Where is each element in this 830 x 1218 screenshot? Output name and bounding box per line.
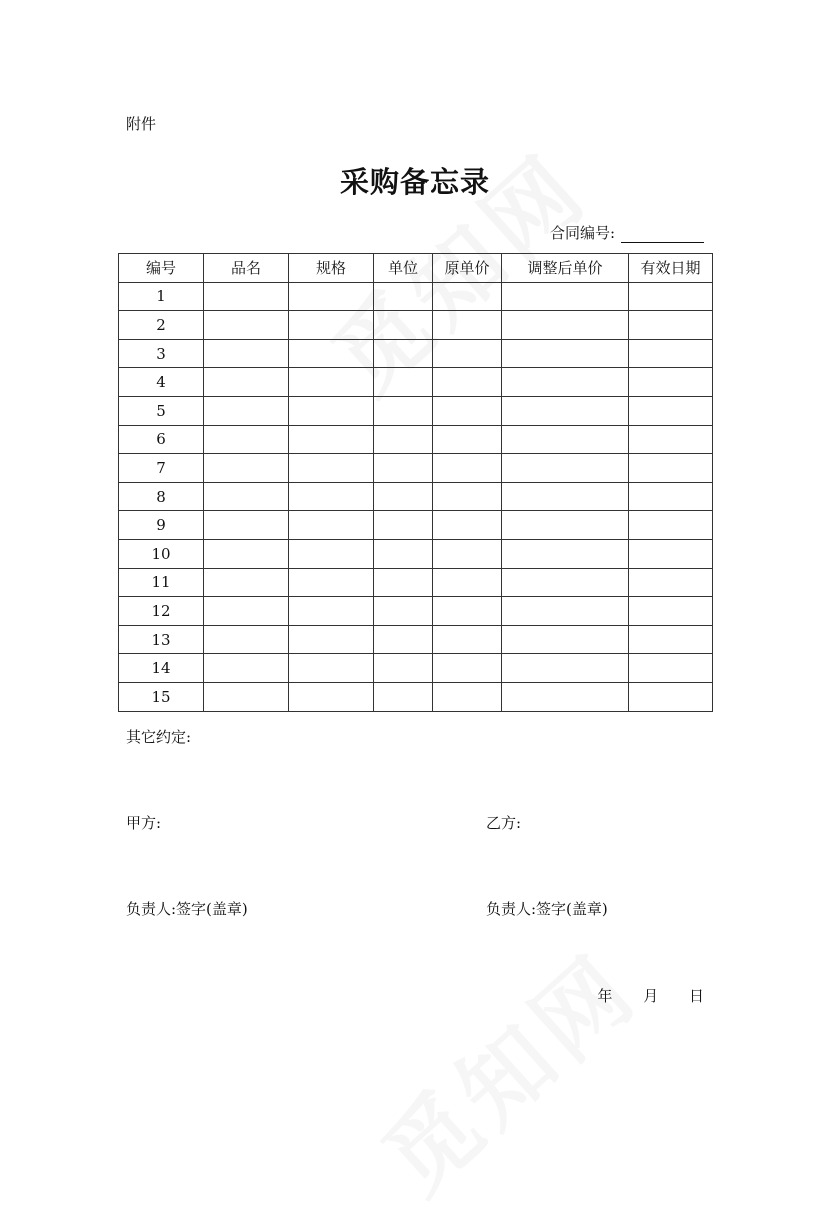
column-header: 调整后单价	[502, 254, 629, 283]
table-cell[interactable]	[204, 625, 289, 654]
table-cell[interactable]	[374, 511, 433, 540]
contract-number	[550, 222, 704, 243]
table-cell[interactable]	[289, 311, 374, 340]
table-cell[interactable]	[374, 368, 433, 397]
table-row	[119, 597, 713, 626]
table-row	[119, 368, 713, 397]
contract-number-label: 合同编号:	[549, 224, 615, 242]
table-row	[119, 425, 713, 454]
contract-number-blank[interactable]	[621, 224, 704, 243]
table-row	[119, 539, 713, 568]
row-number: 11	[119, 568, 204, 597]
table-row	[119, 511, 713, 540]
table-cell[interactable]	[374, 597, 433, 626]
table-cell[interactable]	[204, 454, 289, 483]
other-terms-label: 其它约定:	[126, 728, 192, 746]
table-cell[interactable]	[502, 539, 629, 568]
table-cell[interactable]	[289, 682, 374, 711]
party-b-signature: 负责人:签字(盖章)	[486, 900, 608, 918]
table-cell[interactable]	[502, 311, 629, 340]
table-cell[interactable]	[374, 682, 433, 711]
row-number: 12	[119, 597, 204, 626]
row-number: 6	[119, 425, 204, 454]
table-body	[119, 282, 713, 711]
table-cell[interactable]	[629, 597, 713, 626]
document-title: 采购备忘录	[339, 165, 490, 199]
table-cell[interactable]	[629, 654, 713, 683]
table-cell[interactable]	[289, 511, 374, 540]
table-cell[interactable]	[374, 625, 433, 654]
table-cell[interactable]	[433, 339, 502, 368]
table-row	[119, 682, 713, 711]
table-cell[interactable]	[289, 482, 374, 511]
table-cell[interactable]	[433, 396, 502, 425]
row-number: 15	[119, 682, 204, 711]
table-cell[interactable]	[374, 339, 433, 368]
table-cell[interactable]	[629, 396, 713, 425]
table-cell[interactable]	[502, 454, 629, 483]
column-header: 编号	[119, 254, 204, 283]
row-number: 9	[119, 511, 204, 540]
table-cell[interactable]	[289, 282, 374, 311]
table-row	[119, 568, 713, 597]
table-cell[interactable]	[629, 282, 713, 311]
table-cell[interactable]	[289, 539, 374, 568]
table-cell[interactable]	[629, 682, 713, 711]
table-cell[interactable]	[502, 482, 629, 511]
table-cell[interactable]	[502, 368, 629, 397]
table-cell[interactable]	[629, 311, 713, 340]
row-number: 14	[119, 654, 204, 683]
party-a-signature: 负责人:签字(盖章)	[126, 900, 248, 918]
table-cell[interactable]	[204, 682, 289, 711]
table-cell[interactable]	[289, 454, 374, 483]
row-number: 4	[119, 368, 204, 397]
table-cell[interactable]	[374, 425, 433, 454]
table-cell[interactable]	[374, 396, 433, 425]
table-row	[119, 311, 713, 340]
table-cell[interactable]	[502, 339, 629, 368]
table-cell[interactable]	[629, 368, 713, 397]
table-cell[interactable]	[289, 625, 374, 654]
table-cell[interactable]	[502, 282, 629, 311]
table-cell[interactable]	[502, 597, 629, 626]
table-row	[119, 396, 713, 425]
table-cell[interactable]	[374, 454, 433, 483]
table-row	[119, 454, 713, 483]
table-cell[interactable]	[374, 654, 433, 683]
table-cell[interactable]	[204, 482, 289, 511]
party-a-label: 甲方:	[126, 814, 162, 832]
table-cell[interactable]	[433, 511, 502, 540]
table-cell[interactable]	[433, 282, 502, 311]
column-header: 单位	[374, 254, 433, 283]
table-cell[interactable]	[433, 425, 502, 454]
table-cell[interactable]	[433, 625, 502, 654]
row-number: 5	[119, 396, 204, 425]
table-cell[interactable]	[204, 339, 289, 368]
table-row	[119, 339, 713, 368]
table-cell[interactable]	[433, 654, 502, 683]
party-b-label: 乙方:	[486, 814, 522, 832]
date-day: 日	[688, 987, 704, 1005]
table-cell[interactable]	[289, 654, 374, 683]
column-header: 原单价	[433, 254, 502, 283]
table-cell[interactable]	[502, 654, 629, 683]
table-cell[interactable]	[374, 311, 433, 340]
table-cell[interactable]	[204, 568, 289, 597]
table-cell[interactable]	[629, 511, 713, 540]
table-cell[interactable]	[433, 539, 502, 568]
table-cell[interactable]	[204, 654, 289, 683]
table-cell[interactable]	[502, 682, 629, 711]
table-cell[interactable]	[629, 625, 713, 654]
table-cell[interactable]	[629, 568, 713, 597]
table-cell[interactable]	[374, 482, 433, 511]
table-cell[interactable]	[433, 482, 502, 511]
table-cell[interactable]	[374, 539, 433, 568]
table-cell[interactable]	[289, 396, 374, 425]
column-header: 品名	[204, 254, 289, 283]
date-month: 月	[643, 987, 659, 1005]
row-number: 1	[119, 282, 204, 311]
table-cell[interactable]	[502, 625, 629, 654]
row-number: 8	[119, 482, 204, 511]
column-header: 有效日期	[629, 254, 713, 283]
attachment-label: 附件	[126, 115, 157, 133]
table-row	[119, 282, 713, 311]
date-year: 年	[597, 987, 613, 1005]
table-cell[interactable]	[433, 454, 502, 483]
row-number: 7	[119, 454, 204, 483]
table-cell[interactable]	[629, 425, 713, 454]
table-cell[interactable]	[289, 339, 374, 368]
table-row	[119, 625, 713, 654]
table-row	[119, 654, 713, 683]
table-cell[interactable]	[204, 396, 289, 425]
table-cell[interactable]	[204, 368, 289, 397]
table-cell[interactable]	[289, 368, 374, 397]
row-number: 3	[119, 339, 204, 368]
table-row	[119, 482, 713, 511]
table-cell[interactable]	[204, 282, 289, 311]
column-header: 规格	[289, 254, 374, 283]
table-cell[interactable]	[629, 454, 713, 483]
table-cell[interactable]	[629, 539, 713, 568]
table-header-row	[119, 254, 713, 283]
table-cell[interactable]	[433, 597, 502, 626]
table-cell[interactable]	[502, 425, 629, 454]
table-cell[interactable]	[204, 597, 289, 626]
row-number: 2	[119, 311, 204, 340]
table-cell[interactable]	[289, 425, 374, 454]
table-cell[interactable]	[289, 568, 374, 597]
table-cell[interactable]	[502, 396, 629, 425]
table-cell[interactable]	[502, 568, 629, 597]
table-cell[interactable]	[204, 511, 289, 540]
watermark-secondary	[350, 919, 661, 1218]
table-cell[interactable]	[374, 282, 433, 311]
table-cell[interactable]	[629, 482, 713, 511]
table-cell[interactable]	[629, 339, 713, 368]
table-cell[interactable]	[433, 368, 502, 397]
table-cell[interactable]	[204, 539, 289, 568]
row-number: 13	[119, 625, 204, 654]
table-cell[interactable]	[502, 511, 629, 540]
row-number: 10	[119, 539, 204, 568]
table-cell[interactable]	[204, 425, 289, 454]
table-cell[interactable]	[433, 568, 502, 597]
purchase-table	[118, 253, 713, 712]
table-cell[interactable]	[433, 311, 502, 340]
date-line	[597, 985, 704, 1006]
table-cell[interactable]	[289, 597, 374, 626]
table-cell[interactable]	[433, 682, 502, 711]
table-cell[interactable]	[204, 311, 289, 340]
table-cell[interactable]	[374, 568, 433, 597]
